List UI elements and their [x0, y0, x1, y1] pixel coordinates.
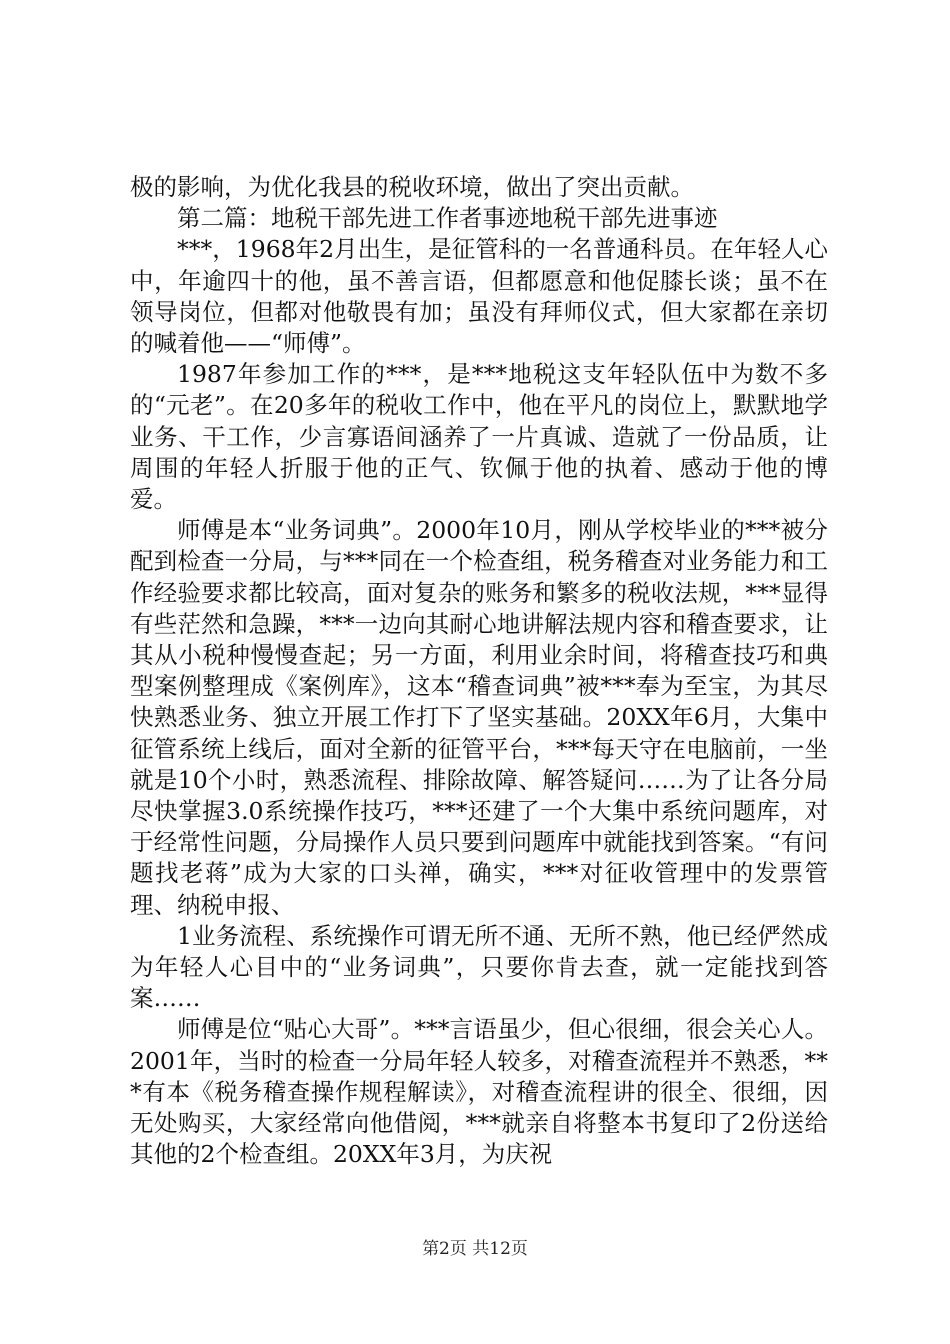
section-heading: 第二篇：地税干部先进工作者事迹地税干部先进事迹 [177, 204, 718, 233]
paragraph-5: 师傅是本“业务词典”。2000年10月，刚从学校毕业的***被分配到检查一分局，与***同在一个检查组，税务稽查对业务能力和工作经验要求都比较高，面对复杂的账务和繁多的税收法规，***显得有些茫然和急躁，***一边向其耐心地讲解法规内容和稽查要求，让其从小税种慢慢查起；另一方面，利用业余时间，将稽查技巧和典型案例整理成《案例库》，这本“稽查词典”被***奉为至宝，为其尽快熟悉业务、独立开展工作打下了坚实基础。20XX年6月，大集中征管系统上线后，面对全新的征管平台，***每天守在电脑前，一坐就是10个小时，熟悉流程、排除故障、解答疑问……为了让各分局尽快掌握3.0系统操作技巧，***还建了一个大集中系统问题库，对于经常性问题，分局操作人员只要到问题库中就能找到答案。“有问题找老蒋”成为大家的口头禅，确实，***对征收管理中的发票管理、纳税申报、 [130, 516, 828, 919]
paragraph-6: 1业务流程、系统操作可谓无所不通、无所不熟，他已经俨然成为年轻人心目中的“业务词典”，只要你肯去查，就一定能找到答案…… [130, 921, 828, 1013]
paragraph-4: 1987年参加工作的***，是***地税这支年轻队伍中为数不多的“元老”。在20多年的税收工作中，他在平凡的岗位上，默默地学业务、干工作，少言寡语间涵养了一片真诚、造就了一份品质，让周围的年轻人折服于他的正气、钦佩于他的执着、感动于他的博爱。 [130, 360, 828, 514]
paragraph-7: 师傅是位“贴心大哥”。***言语虽少，但心很细，很会关心人。2001年，当时的检查一分局年轻人较多，对稽查流程并不熟悉，***有本《税务稽查操作规程解读》，对稽查流程讲的很全、很细，因无处购买，大家经常向他借阅，***就亲自将整本书复印了2份送给其他的2个检查组。20XX年3月，为庆祝 [130, 1015, 828, 1169]
paragraph-1: 极的影响，为优化我县的税收环境，做出了突出贡献。 [130, 173, 694, 201]
document-body [130, 172, 828, 1171]
paragraph-3: ***，1968年2月出生，是征管科的一名普通科员。在年轻人心中，年逾四十的他，虽不善言语，但都愿意和他促膝长谈；虽不在领导岗位，但都对他敬畏有加；虽没有拜师仪式，但大家都在亲切的喊着他——“师傅”。 [130, 235, 828, 358]
page-footer: 第2页 共12页 [422, 1239, 528, 1259]
